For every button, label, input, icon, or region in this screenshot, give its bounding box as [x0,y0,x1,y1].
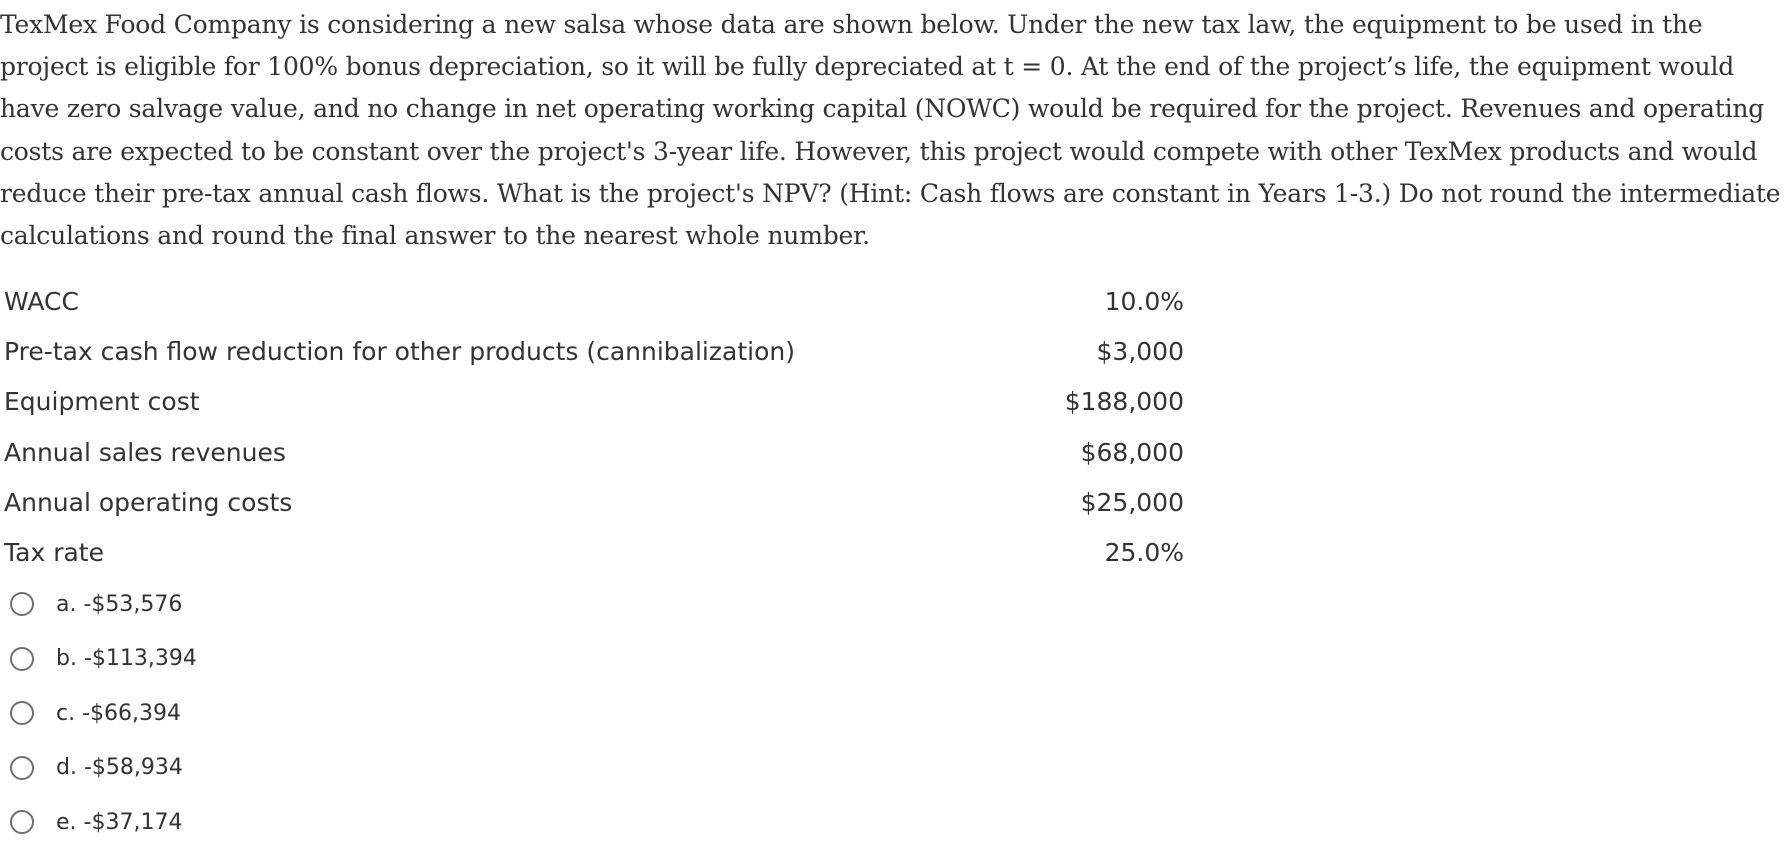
option-letter: d. [56,755,77,781]
radio-button-e[interactable] [10,810,34,834]
radio-button-b[interactable] [10,647,34,671]
radio-button-a[interactable] [10,592,34,616]
option-value: -$66,394 [82,700,182,726]
radio-button-d[interactable] [10,756,34,780]
option-text-d [56,755,183,780]
option-c[interactable] [10,686,197,741]
option-text-c [56,701,181,726]
row-label-wacc: WACC [4,286,79,316]
row-value-cannibalization: $3,000 [1096,336,1184,366]
option-letter: e. [56,809,77,835]
answer-options [10,577,197,850]
option-letter: b. [56,646,77,672]
row-value-equipment-cost: $188,000 [1064,387,1184,417]
table-row [4,477,1184,527]
row-value-operating-costs: $25,000 [1080,487,1184,517]
option-value: -$53,576 [83,591,183,617]
row-value-tax-rate: 25.0% [1104,538,1184,568]
option-value: -$37,174 [83,809,183,835]
option-value: -$58,934 [83,755,183,781]
table-row [4,527,1184,577]
radio-button-c[interactable] [10,701,34,725]
option-text-a [56,592,182,617]
option-d[interactable] [10,741,197,796]
row-value-sales-revenues: $68,000 [1080,437,1184,467]
table-row [4,377,1184,427]
option-text-b [56,646,197,671]
row-value-wacc: 10.0% [1104,286,1184,316]
data-table [4,276,1184,578]
row-label-equipment-cost: Equipment cost [4,387,200,417]
option-letter: a. [56,591,77,617]
table-row [4,326,1184,376]
option-value: -$113,394 [83,646,197,672]
question-text: TexMex Food Company is considering a new salsa whose data are shown below. Under the new tax law, the equipment to be used in the project is eligible for 100% bonus depreciation, so it will be fully depreciated at t = 0. At the end of the project’s life, the equipment would have zero salvage value, and no change in net operating working capital (NOWC) would be required for the project. Revenues and operating costs are expected to be constant over the project's 3-year life. However, this project would compete with other TexMex products and would reduce their pre-tax annual cash flows. What is the project's NPV? (Hint: Cash flows are constant in Years 1-3.) Do not round the intermediate calculations and round the final answer to the nearest whole number. [0,10,1781,251]
option-text-e [56,810,182,835]
row-label-tax-rate: Tax rate [4,538,104,568]
option-a[interactable] [10,577,197,632]
option-e[interactable] [10,795,197,850]
option-b[interactable] [10,632,197,687]
row-label-cannibalization: Pre-tax cash flow reduction for other products (cannibalization) [4,336,795,366]
table-row [4,427,1184,477]
table-row [4,276,1184,326]
row-label-operating-costs: Annual operating costs [4,487,293,517]
row-label-sales-revenues: Annual sales revenues [4,437,286,467]
option-letter: c. [56,700,76,726]
